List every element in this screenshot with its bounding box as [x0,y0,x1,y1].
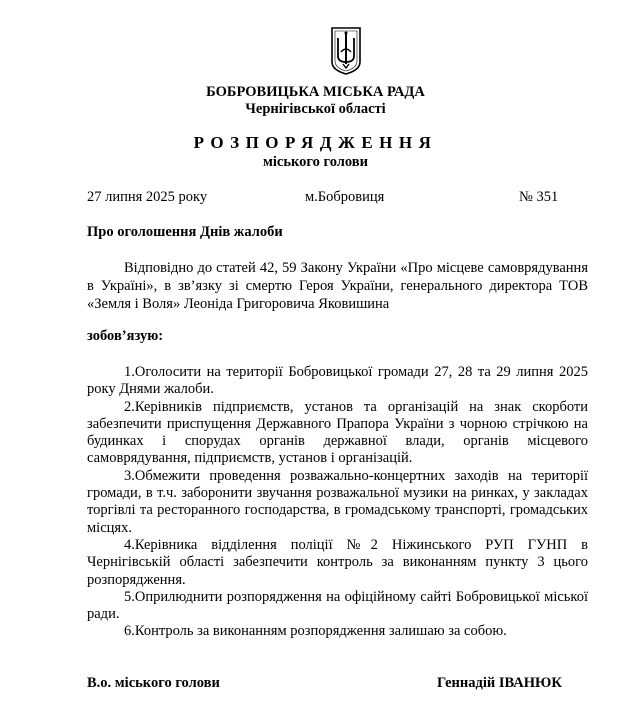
order-item-4: 4.Керівника відділення поліції №2 Ніжинського РУП ГУНП в Чернігівській області забезпечити контроль за виконанням пункту 3 цього розпорядження. [87,536,588,588]
oblast-name: Чернігівської області [245,101,386,117]
order-item-5: 5.Оприлюднити розпорядження на офіційному сайті Бобровицької міської ради. [87,588,588,623]
document-date: 27 липня 2025 року [87,189,208,205]
signatory-position: В.о. міського голови [87,675,220,691]
document-place: м.Бобровиця [305,189,385,205]
obligation-heading: зобов’язую: [87,328,164,344]
order-item-6: 6.Контроль за виконанням розпорядження залишаю за собою. [124,623,507,640]
order-item-3: 3.Обмежити проведення розважально-концертних заходів на території громади, в т.ч. заборонити звучання розважальної музики на ринках, у закладах торгівлі та ресторанного господарства, в громадському транспорті, громадських місцях. [87,467,588,536]
document-subtitle: міського голови [262,154,368,170]
order-item-2: 2.Керівників підприємств, установ та організацій на знак скорботи забезпечити приспущення Державного Прапора України з чорною стрічкою на будинках і спорудах органів державної влади, органів місцевого самоврядування, підприємств, установ і організацій. [87,398,588,467]
signatory-name: Геннадій ІВАНЮК [437,675,562,691]
document-subject: Про оголошення Днів жалоби [87,224,283,240]
order-item-1: 1.Оголосити на території Бобровицької громади 27, 28 та 29 липня 2025 року Днями жалоби. [87,364,588,398]
order-items-list [87,364,588,641]
document-type-title: РОЗПОРЯДЖЕННЯ [193,133,438,152]
council-name: БОБРОВИЦЬКА МІСЬКА РАДА [206,84,425,100]
preamble-paragraph: Відповідно до статей 42, 59 Закону України «Про місцеве самоврядування в Україні», в зв’язку зі смертю Героя України, генерального директора ТОВ «Земля і Воля» Леоніда Григоровича Яковишина [87,260,588,312]
document-number: № 351 [519,189,559,205]
trident-coat-of-arms-icon [330,26,362,76]
